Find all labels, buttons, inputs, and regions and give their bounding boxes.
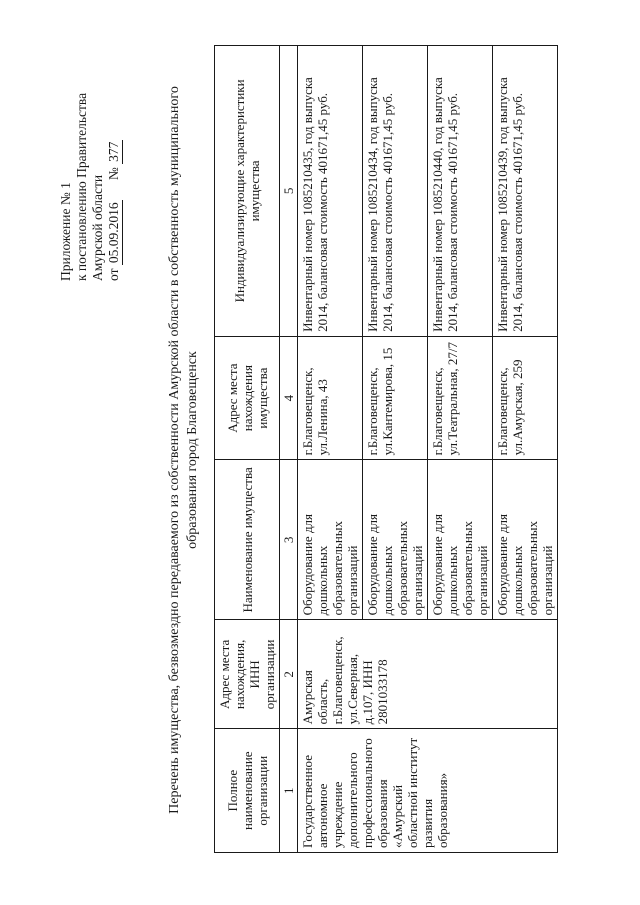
characteristics-cell: Инвентарный номер 1085210434, год выпуска 2014, балансовая стоимость 401671,45 руб.	[363, 46, 428, 337]
date-prefix: от	[106, 268, 121, 281]
column-number: 1	[280, 729, 298, 853]
resolution-date: 05.09.2016	[106, 202, 121, 264]
appendix-date-line	[106, 41, 123, 281]
header-property-address: Адрес места нахождения имущества	[215, 336, 280, 460]
property-address-cell: г.Благовещенск, ул.Кантемирова, 15	[363, 336, 428, 460]
resolution-number: 377	[106, 141, 121, 162]
appendix-header	[58, 41, 123, 281]
header-org-address: Адрес места нахождения, ИНН организации	[215, 620, 280, 729]
org-address-cell: Амурская область, г.Благовещенск, ул.Северная, д.107, ИНН 2801033178	[298, 620, 558, 729]
column-number-row	[280, 46, 298, 853]
property-name-cell: Оборудование для дошкольных образовательных организаций	[428, 460, 493, 620]
appendix-resolution-ref: к постановлению Правительства	[74, 92, 89, 281]
column-number: 2	[280, 620, 298, 729]
appendix-number: Приложение № 1	[58, 182, 73, 281]
column-number: 3	[280, 460, 298, 620]
property-name-cell: Оборудование для дошкольных образовательных организаций	[363, 460, 428, 620]
table-header-row	[215, 46, 280, 853]
header-property-name: Наименование имущества	[215, 460, 280, 620]
org-name-cell: Государственное автономное учреждение дополнительного профессионального образования «Амурский областной институт развития образования»	[298, 729, 558, 853]
number-prefix: №	[106, 167, 121, 181]
header-characteristics: Индивидуализирующие характеристики имущества	[215, 46, 280, 337]
property-name-cell: Оборудование для дошкольных образовательных организаций	[493, 460, 558, 620]
column-number: 5	[280, 46, 298, 337]
column-number: 4	[280, 336, 298, 460]
characteristics-cell: Инвентарный номер 1085210439, год выпуска 2014, балансовая стоимость 401671,45 руб.	[493, 46, 558, 337]
table-row	[298, 46, 363, 853]
property-address-cell: г.Благовещенск, ул.Амурская, 259	[493, 336, 558, 460]
property-name-cell: Оборудование для дошкольных образовательных организаций	[298, 460, 363, 620]
property-table	[214, 45, 558, 853]
appendix-region: Амурской области	[90, 174, 105, 281]
property-address-cell: г.Благовещенск, ул.Ленина, 43	[298, 336, 363, 460]
header-org-name: Полное наименование организации	[215, 729, 280, 853]
property-address-cell: г.Благовещенск, ул.Театральная, 27/7	[428, 336, 493, 460]
document-title: Перечень имущества, безвозмездно передаваемого из собственности Амурской области в собственность муниципального образования город Благовещенск	[167, 86, 200, 814]
characteristics-cell: Инвентарный номер 1085210435, год выпуска 2014, балансовая стоимость 401671,45 руб.	[298, 46, 363, 337]
characteristics-cell: Инвентарный номер 1085210440, год выпуска 2014, балансовая стоимость 401671,45 руб.	[428, 46, 493, 337]
